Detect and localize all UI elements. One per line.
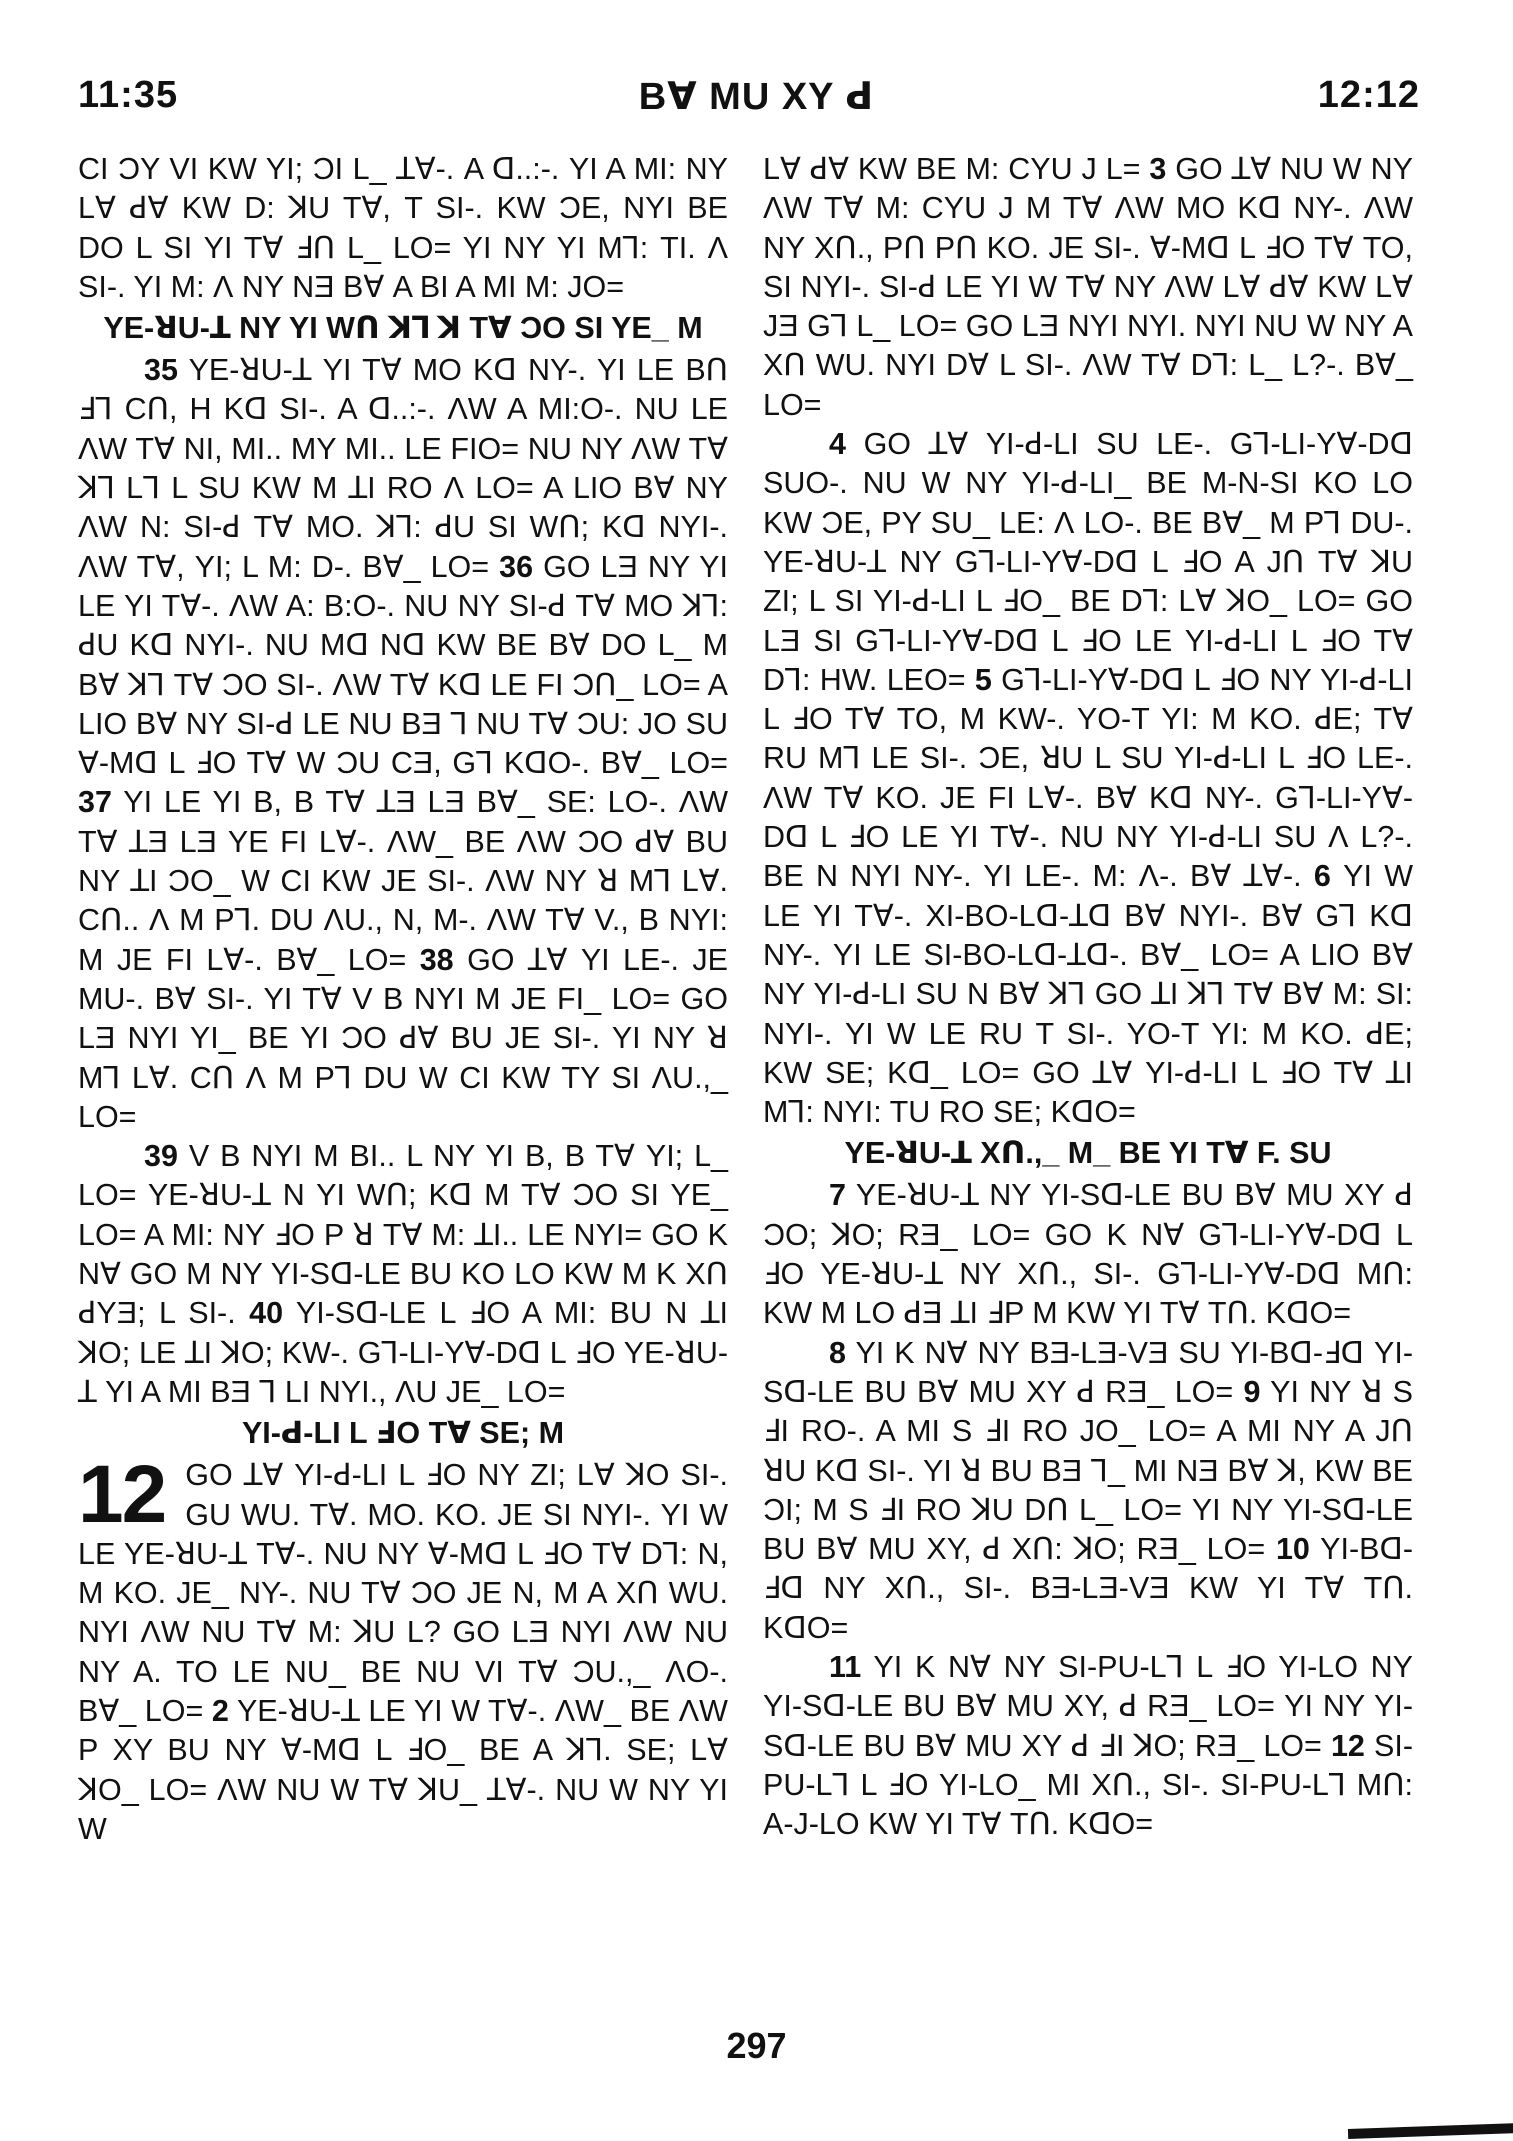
- verse-text: YI K Nꓯ NY BƎ-LƎ-VƎ SU YI-Bꓷ-ꓞꓷ YI-Sꓷ-LE BU Bꓯ MU XY ꓒ RƎ_ LO=: [763, 1335, 1413, 1409]
- verse-text: YE-ꓤU-ꓕ YI Tꓯ MO Kꓷ NY-. YI LE Bꓵ ꓞꓶ Cꓵ, H Kꓷ SI-. A ꓷ..:-. ɅW A MI:O-. NU LE ɅW Tꓯ NI, MI.. MY MI.. LE FIO= NU NY ɅW Tꓯ ꓘꓶ Lꓶ L SU KW M ꓕI RO Ʌ LO= A LIO Bꓯ NY ɅW N: SI-ꓒ Tꓯ MO. ꓘꓶ: ꓒU SI Wꓵ; Kꓷ NYI-. ɅW Tꓯ, YI; L M: D-. Bꓯ_ LO=: [78, 353, 728, 584]
- verse-text: YE-ꓤU-ꓕ LE YI W Tꓯ-. ɅW_ BE ɅW P XY BU NY ꓯ-Mꓷ L ꓞO_ BE A ꓘꓶ. SE; Lꓯ ꓘO_ LO= ɅW NU W Tꓯ ꓘU_ ꓕꓯ-. NU W NY YI W: [78, 1693, 728, 1846]
- paragraph: [763, 150, 1413, 425]
- verse-number: 35: [144, 353, 178, 388]
- header-book-title: Bꓯ MU XY ꓒ: [638, 76, 875, 118]
- verse-text: GO ꓕꓯ YI LE-. JE MU-. Bꓯ SI-. YI Tꓯ V B NYI M JE FI_ LO= GO LƎ NYI YI_ BE YI ƆO ꓒꓯ BU JE SI-. YI NY ꓤ Mꓶ Lꓯ. Cꓵ Ʌ M Pꓶ DU W CI KW TY SI ɅU.,_ LO=: [78, 942, 728, 1134]
- paragraph: [78, 1456, 728, 1849]
- verse-text: Gꓶ-LI-Yꓯ-Dꓷ L ꓞO NY YI-ꓒ-LI L ꓞO Tꓯ TO, M KW-. YO-T YI: M KO. ꓒE; Tꓯ RU Mꓶ LE SI-. ƆE, ꓤU L SU YI-ꓒ-LI L ꓞO LE-. ɅW Tꓯ KO. JE FI Lꓯ-. Bꓯ Kꓷ NY-. Gꓶ-LI-Yꓯ-Dꓷ L ꓞO LE YI Tꓯ-. NU NY YI-ꓒ-LI SU Ʌ L?-. BE N NYI NY-. YI LE-. M: Ʌ-. Bꓯ ꓕꓯ-.: [763, 662, 1413, 894]
- verse-number: 3: [1149, 152, 1167, 186]
- verse-number: 40: [249, 1296, 284, 1331]
- section-heading: YE-ꓤU-ꓕ NY YI Wꓵ ꓘꓶ ꓘ Tꓯ ƆO SI YE_ M: [103, 311, 703, 346]
- verse-number: 37: [78, 785, 112, 820]
- verse-text: YE-ꓤU-ꓕ NY YI-Sꓷ-LE BU Bꓯ MU XY ꓒ ƆO; ꓘO; RƎ_ LO= GO K Nꓯ Gꓶ-LI-Yꓯ-Dꓷ L ꓞO YE-ꓤU-ꓕ NY Xꓵ., SI-. Gꓶ-LI-Yꓯ-Dꓷ Mꓵ: KW M LO ꓒƎ ꓕI ꓞP M KW YI Tꓯ Tꓵ. KꓷO=: [763, 1178, 1413, 1331]
- scan-edge-mark: [1348, 2123, 1513, 2139]
- paragraph: [78, 150, 728, 307]
- verse-number: 4: [829, 427, 846, 462]
- paragraph: [763, 1648, 1413, 1844]
- verse-text: YI NY ꓤ S ꓞI RO-. A MI S ꓞI RO JO_ LO= A MI NY A Jꓵ ꓤU Kꓷ SI-. YI ꓤ BU BƎ ꓶ_ MI NƎ Bꓯ ꓘ, KW BE ƆI; M S ꓞI RO ꓘU Dꓵ L_ LO= YI NY YI-Sꓷ-LE BU Bꓯ MU XY, ꓒ Xꓵ: ꓘO; RƎ_ LO=: [763, 1374, 1413, 1567]
- verse-number: 8: [829, 1335, 846, 1370]
- paragraph: [763, 1334, 1413, 1648]
- verse-number: 11: [829, 1649, 862, 1684]
- verse-text: YI W LE YI Tꓯ-. XI-BO-Lꓷ-ꓕꓷ Bꓯ NYI-. Bꓯ Gꓶ Kꓷ NY-. YI LE SI-BO-Lꓷ-ꓕꓷ-. Bꓯ_ LO= A LIO Bꓯ NY YI-ꓒ-LI SU N Bꓯ ꓘꓶ GO ꓕI ꓘꓶ Tꓯ Bꓯ M: SI: NYI-. YI W LE RU T SI-. YO-T YI: M KO. ꓒE; KW SE; Kꓷ_ LO= GO ꓕꓯ YI-ꓒ-LI L ꓞO Tꓯ ꓕI Mꓶ: NYI: TU RO SE; KꓷO=: [763, 859, 1413, 1130]
- verse-text: YI-Sꓷ-LE L ꓞO A MI: BU N ꓕI ꓘO; LE ꓕI ꓘO; KW-. Gꓶ-LI-Yꓯ-Dꓷ L ꓞO YE-ꓤU-ꓕ YI A MI BƎ ꓶ LI NYI., ɅU JE_ LO=: [78, 1296, 728, 1409]
- verse-number: 36: [499, 549, 534, 584]
- left-column: [78, 150, 728, 1849]
- verse-number: 38: [419, 942, 454, 977]
- verse-number: 10: [1275, 1532, 1310, 1567]
- verse-number: 6: [1313, 859, 1331, 894]
- header-left-reference: 11:35: [78, 74, 179, 116]
- section-heading: YE-ꓤU-ꓕ Xꓵ.,_ M_ BE YI Tꓯ F. SU: [844, 1136, 1332, 1171]
- header-right-reference: 12:12: [1317, 74, 1420, 116]
- section-heading: YI-ꓒ-LI L ꓞO Tꓯ SE; M: [241, 1416, 565, 1451]
- right-column: [763, 150, 1413, 1844]
- verse-text: GO ꓕꓯ YI-ꓒ-LI SU LE-. Gꓶ-LI-Yꓯ-Dꓷ SUO-. NU W NY YI-ꓒ-LI_ BE M-N-SI KO LO KW ƆE, PY SU_ LE: Ʌ LO-. BE Bꓯ_ M Pꓶ DU-. YE-ꓤU-ꓕ NY Gꓶ-LI-Yꓯ-Dꓷ L ꓞO A Jꓵ Tꓯ ꓘU ZI; L SI YI-ꓒ-LI L ꓞO_ BE Dꓶ: Lꓯ ꓘO_ LO= GO LƎ SI Gꓶ-LI-Yꓯ-Dꓷ L ꓞO LE YI-ꓒ-LI L ꓞO Tꓯ Dꓶ: HW. LEO=: [763, 427, 1413, 697]
- verse-number: 12: [1330, 1728, 1365, 1763]
- verse-text: YI K Nꓯ NY SI-PU-Lꓶ L ꓞO YI-LO NY YI-Sꓷ-LE BU Bꓯ MU XY, ꓒ RƎ_ LO= YI NY YI-Sꓷ-LE BU Bꓯ MU XY ꓒ ꓞI ꓘO; RƎ_ LO=: [763, 1649, 1413, 1763]
- verse-text: GO ꓕꓯ NU W NY ɅW Tꓯ M: CYU J M Tꓯ ɅW MO Kꓷ NY-. ɅW NY Xꓵ., Pꓵ Pꓵ KO. JE SI-. ꓯ-Mꓷ L ꓞO Tꓯ TO, SI NYI-. SI-ꓒ LE YI W Tꓯ NY ɅW Lꓯ ꓒꓯ KW Lꓯ JƎ Gꓶ L_ LO= GO LƎ NYI NYI. NYI NU W NY A Xꓵ WU. NYI Dꓯ L SI-. ɅW Tꓯ Dꓶ: L_ L?-. Bꓯ_ LO=: [763, 152, 1413, 422]
- verse-number: 5: [974, 662, 992, 697]
- verse-text: YI LE YI B, B Tꓯ ꓕƎ LƎ Bꓯ_ SE: LO-. ɅW Tꓯ ꓕƎ LƎ YE FI Lꓯ-. ɅW_ BE ɅW ƆO ꓒꓯ BU NY ꓕI ƆO_ W CI KW JE SI-. ɅW NY ꓤ Mꓶ Lꓯ. Cꓵ.. Ʌ M Pꓶ. DU ɅU., N, M-. ɅW Tꓯ V., B NYI: M JE FI Lꓯ-. Bꓯ_ LO=: [78, 785, 728, 977]
- paragraph: [78, 1137, 728, 1412]
- page-number: 297: [726, 2025, 787, 2066]
- verse-text: GO LƎ NY YI LE YI Tꓯ-. ɅW A: B:O-. NU NY SI-ꓒ Tꓯ MO ꓘꓶ: ꓒU Kꓷ NYI-. NU Mꓷ Nꓷ KW BE Bꓯ DO L_ M Bꓯ ꓘꓶ Tꓯ ƆO SI-. ɅW Tꓯ Kꓷ LE FI Ɔꓵ_ LO= A LIO Bꓯ NY SI-ꓒ LE NU BƎ ꓶ NU Tꓯ ƆU: JO SU ꓯ-Mꓷ L ꓞO Tꓯ W ƆU CƎ, Gꓶ KꓷO-. Bꓯ_ LO=: [78, 549, 728, 781]
- verse-number: 39: [144, 1139, 178, 1174]
- verse-text: Lꓯ ꓒꓯ KW BE M: CYU J L=: [763, 152, 1141, 186]
- verse-number: 9: [1243, 1374, 1261, 1409]
- verse-text: SI-PU-Lꓶ L ꓞO YI-LO_ MI Xꓵ., SI-. SI-PU-Lꓶ Mꓵ: A-J-LO KW YI Tꓯ Tꓵ. KꓷO=: [763, 1728, 1413, 1842]
- verse-text: YI-Bꓷ-ꓞꓷ NY Xꓵ., SI-. BƎ-LƎ-VƎ KW YI Tꓯ Tꓵ. KꓷO=: [763, 1532, 1413, 1645]
- paragraph: [763, 425, 1413, 1132]
- verse-number: 7: [829, 1178, 846, 1213]
- paragraph-text: CI ƆY VI KW YI; ƆI L_ ꓕꓯ-. A ꓷ..:-. YI A MI: NY Lꓯ ꓒꓯ KW D: ꓘU Tꓯ, T SI-. KW ƆE, NYI BE DO L SI YI Tꓯ ꓞꓵ L_ LO= YI NY YI Mꓶ: TI. Ʌ SI-. YI M: Ʌ NY NƎ Bꓯ A BI A MI M: JO=: [78, 152, 728, 304]
- verse-number: 2: [211, 1693, 229, 1728]
- chapter-block: [78, 1456, 728, 1849]
- paragraph: [763, 1176, 1413, 1333]
- verse-text: GO ꓕꓯ YI-ꓒ-LI L ꓞO NY ZI; Lꓯ ꓘO SI-. GU WU. Tꓯ. MO. KO. JE SI NYI-. YI W LE YE-ꓤU-ꓕ Tꓯ-. NU NY ꓯ-Mꓷ L ꓞO Tꓯ Dꓶ: N, M KO. JE_ NY-. NU Tꓯ ƆO JE N, M A Xꓵ WU. NYI ɅW NU Tꓯ M: ꓘU L? GO LƎ NYI ɅW NU NY A. TO LE NU_ BE NU VI Tꓯ ƆU.,_ ɅO-. Bꓯ_ LO=: [78, 1458, 728, 1728]
- paragraph: [78, 351, 728, 1137]
- verse-text: V B NYI M BI.. L NY YI B, B Tꓯ YI; L_ LO= YE-ꓤU-ꓕ N YI Wꓵ; Kꓷ M Tꓯ ƆO SI YE_ LO= A MI: NY ꓞO P ꓤ Tꓯ M: ꓕI.. LE NYI= GO K Nꓯ GO M NY YI-Sꓷ-LE BU KO LO KW M K Xꓵ ꓒYƎ; L SI-.: [78, 1139, 728, 1331]
- chapter-number: 12: [78, 1456, 166, 1541]
